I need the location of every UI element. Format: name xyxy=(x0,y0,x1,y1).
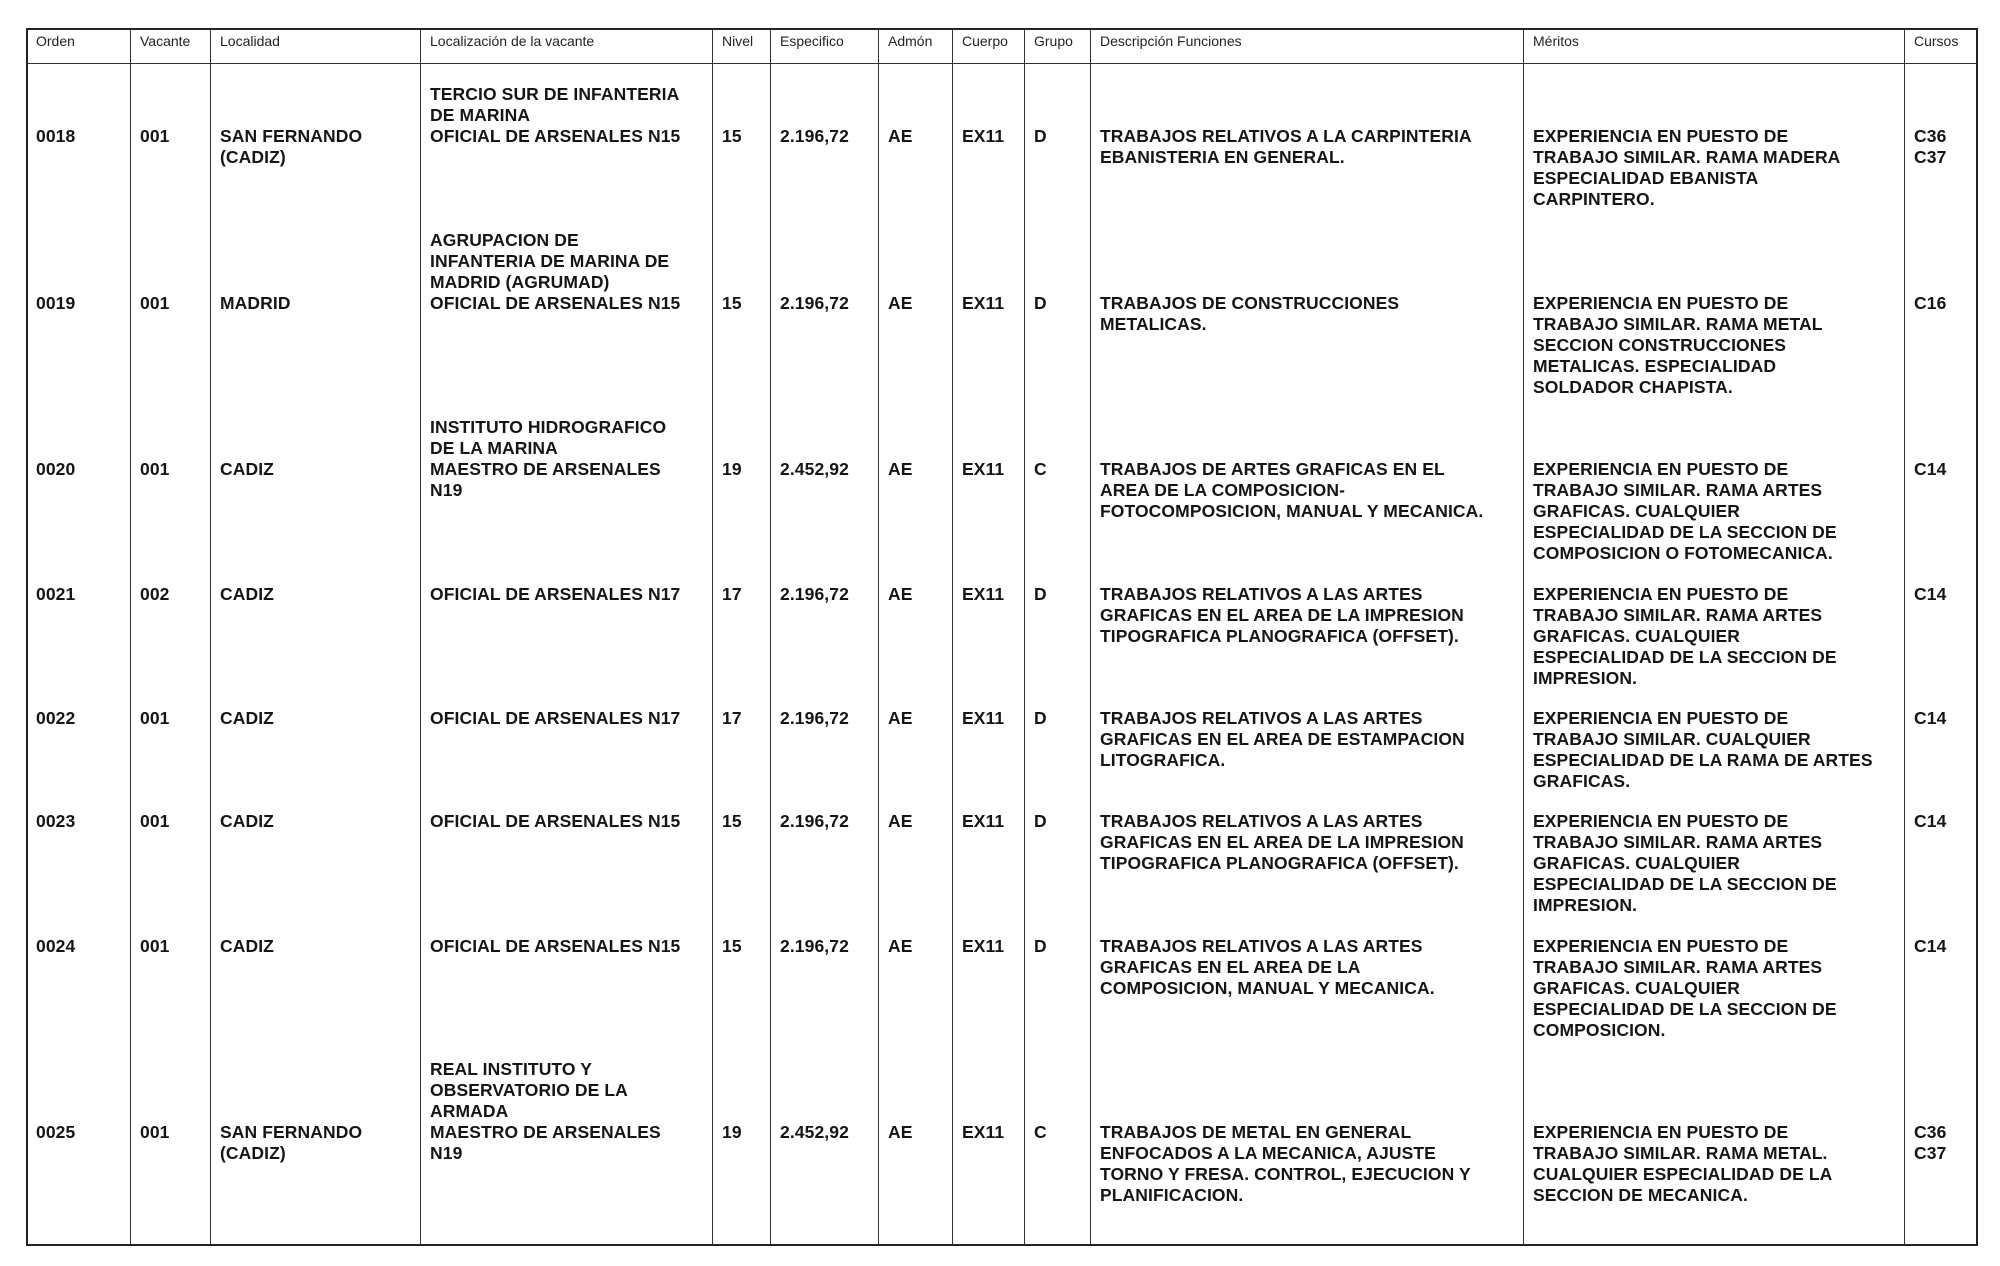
cell-vacante: 001 xyxy=(140,811,170,831)
cell-descripcion: TRABAJOS DE ARTES GRAFICAS EN EL AREA DE LA COMPOSICION- FOTOCOMPOSICION, MANUAL Y MECANICA. xyxy=(1100,459,1484,521)
cell-grupo: D xyxy=(1034,584,1047,604)
cell-admon: AE xyxy=(888,459,913,479)
cell-admon: AE xyxy=(888,708,913,728)
header-divider xyxy=(28,63,1976,64)
column-divider-descripcion xyxy=(1090,30,1091,1244)
cell-orden: 0022 xyxy=(36,708,76,728)
cell-vacante: 001 xyxy=(140,293,170,313)
cell-localizacion: AGRUPACION DE INFANTERIA DE MARINA DE MADRID (AGRUMAD) OFICIAL DE ARSENALES N15 xyxy=(430,230,681,313)
cell-meritos: EXPERIENCIA EN PUESTO DE TRABAJO SIMILAR. RAMA METAL. CUALQUIER ESPECIALIDAD DE LA SECCION DE MECANICA. xyxy=(1533,1122,1833,1205)
cell-cuerpo: EX11 xyxy=(962,708,1005,728)
cell-orden: 0019 xyxy=(36,293,76,313)
cell-grupo: D xyxy=(1034,811,1047,831)
cell-descripcion: TRABAJOS RELATIVOS A LAS ARTES GRAFICAS EN EL AREA DE ESTAMPACION LITOGRAFICA. xyxy=(1100,708,1465,770)
cell-especifico: 2.452,92 xyxy=(780,1122,849,1142)
cell-cuerpo: EX11 xyxy=(962,1122,1005,1142)
cell-orden: 0020 xyxy=(36,459,76,479)
cell-especifico: 2.196,72 xyxy=(780,584,849,604)
cell-localidad: SAN FERNANDO (CADIZ) xyxy=(220,1122,363,1163)
cell-nivel: 19 xyxy=(722,1122,742,1142)
header-vacante: Vacante xyxy=(140,33,191,49)
cell-nivel: 15 xyxy=(722,811,742,831)
cell-grupo: D xyxy=(1034,293,1047,313)
cell-orden: 0024 xyxy=(36,936,76,956)
cell-cursos: C36 C37 xyxy=(1914,1122,1947,1163)
header-cursos: Cursos xyxy=(1914,33,1959,49)
cell-cursos: C14 xyxy=(1914,459,1947,479)
cell-nivel: 17 xyxy=(722,584,742,604)
cell-especifico: 2.196,72 xyxy=(780,126,849,146)
cell-admon: AE xyxy=(888,811,913,831)
cell-descripcion: TRABAJOS RELATIVOS A LAS ARTES GRAFICAS EN EL AREA DE LA IMPRESION TIPOGRAFICA PLANOGRAFICA (OFFSET). xyxy=(1100,584,1464,646)
header-orden: Orden xyxy=(36,33,75,49)
cell-grupo: D xyxy=(1034,936,1047,956)
header-descripcion: Descripción Funciones xyxy=(1100,33,1242,49)
header-cuerpo: Cuerpo xyxy=(962,33,1008,49)
column-divider-localizacion xyxy=(420,30,421,1244)
column-divider-admon xyxy=(878,30,879,1244)
cell-vacante: 001 xyxy=(140,1122,170,1142)
cell-especifico: 2.452,92 xyxy=(780,459,849,479)
cell-nivel: 15 xyxy=(722,126,742,146)
cell-localizacion: TERCIO SUR DE INFANTERIA DE MARINA OFICIAL DE ARSENALES N15 xyxy=(430,84,681,146)
header-especifico: Especifico xyxy=(780,33,844,49)
cell-descripcion: TRABAJOS DE METAL EN GENERAL ENFOCADOS A LA MECANICA, AJUSTE TORNO Y FRESA. CONTROL, EJECUCION Y PLANIFICACION. xyxy=(1100,1122,1471,1205)
cell-cursos: C14 xyxy=(1914,708,1947,728)
header-meritos: Méritos xyxy=(1533,33,1579,49)
cell-localizacion: REAL INSTITUTO Y OBSERVATORIO DE LA ARMADA MAESTRO DE ARSENALES N19 xyxy=(430,1059,661,1163)
cell-localidad: CADIZ xyxy=(220,459,274,479)
cell-especifico: 2.196,72 xyxy=(780,708,849,728)
cell-meritos: EXPERIENCIA EN PUESTO DE TRABAJO SIMILAR. RAMA ARTES GRAFICAS. CUALQUIER ESPECIALIDAD DE LA SECCION DE COMPOSICION. xyxy=(1533,936,1837,1040)
cell-admon: AE xyxy=(888,293,913,313)
cell-nivel: 15 xyxy=(722,293,742,313)
cell-vacante: 001 xyxy=(140,936,170,956)
cell-vacante: 001 xyxy=(140,459,170,479)
cell-localidad: CADIZ xyxy=(220,708,274,728)
cell-nivel: 17 xyxy=(722,708,742,728)
cell-localizacion: INSTITUTO HIDROGRAFICO DE LA MARINA MAESTRO DE ARSENALES N19 xyxy=(430,417,667,500)
cell-cuerpo: EX11 xyxy=(962,293,1005,313)
cell-admon: AE xyxy=(888,126,913,146)
column-divider-cuerpo xyxy=(952,30,953,1244)
cell-localidad: SAN FERNANDO (CADIZ) xyxy=(220,126,363,167)
header-nivel: Nivel xyxy=(722,33,754,49)
cell-cursos: C14 xyxy=(1914,811,1947,831)
cell-cursos: C14 xyxy=(1914,936,1947,956)
cell-localidad: CADIZ xyxy=(220,811,274,831)
cell-nivel: 15 xyxy=(722,936,742,956)
cell-cuerpo: EX11 xyxy=(962,811,1005,831)
cell-cuerpo: EX11 xyxy=(962,459,1005,479)
cell-cursos: C16 xyxy=(1914,293,1947,313)
cell-meritos: EXPERIENCIA EN PUESTO DE TRABAJO SIMILAR. RAMA ARTES GRAFICAS. CUALQUIER ESPECIALIDAD DE LA SECCION DE IMPRESION. xyxy=(1533,811,1837,915)
cell-orden: 0025 xyxy=(36,1122,76,1142)
header-localizacion: Localización de la vacante xyxy=(430,33,595,49)
cell-grupo: D xyxy=(1034,708,1047,728)
cell-cuerpo: EX11 xyxy=(962,584,1005,604)
cell-admon: AE xyxy=(888,1122,913,1142)
cell-localizacion: OFICIAL DE ARSENALES N15 xyxy=(430,811,681,831)
cell-admon: AE xyxy=(888,584,913,604)
cell-descripcion: TRABAJOS RELATIVOS A LA CARPINTERIA EBANISTERIA EN GENERAL. xyxy=(1100,126,1472,167)
cell-localidad: CADIZ xyxy=(220,584,274,604)
cell-cuerpo: EX11 xyxy=(962,126,1005,146)
cell-descripcion: TRABAJOS DE CONSTRUCCIONES METALICAS. xyxy=(1100,293,1400,334)
cell-especifico: 2.196,72 xyxy=(780,811,849,831)
header-grupo: Grupo xyxy=(1034,33,1073,49)
cell-cuerpo: EX11 xyxy=(962,936,1005,956)
cell-meritos: EXPERIENCIA EN PUESTO DE TRABAJO SIMILAR. CUALQUIER ESPECIALIDAD DE LA RAMA DE ARTES GRAFICAS. xyxy=(1533,708,1873,791)
cell-orden: 0018 xyxy=(36,126,76,146)
cell-vacante: 001 xyxy=(140,126,170,146)
header-localidad: Localidad xyxy=(220,33,280,49)
cell-admon: AE xyxy=(888,936,913,956)
vacancies-table xyxy=(26,28,1978,1246)
cell-meritos: EXPERIENCIA EN PUESTO DE TRABAJO SIMILAR. RAMA METAL SECCION CONSTRUCCIONES METALICAS. ESPECIALIDAD SOLDADOR CHAPISTA. xyxy=(1533,293,1823,397)
cell-meritos: EXPERIENCIA EN PUESTO DE TRABAJO SIMILAR. RAMA MADERA ESPECIALIDAD EBANISTA CARPINTERO. xyxy=(1533,126,1841,209)
cell-localizacion: OFICIAL DE ARSENALES N17 xyxy=(430,708,681,728)
cell-grupo: C xyxy=(1034,1122,1047,1142)
cell-grupo: D xyxy=(1034,126,1047,146)
cell-orden: 0023 xyxy=(36,811,76,831)
column-divider-vacante xyxy=(130,30,131,1244)
cell-vacante: 001 xyxy=(140,708,170,728)
cell-grupo: C xyxy=(1034,459,1047,479)
cell-descripcion: TRABAJOS RELATIVOS A LAS ARTES GRAFICAS EN EL AREA DE LA IMPRESION TIPOGRAFICA PLANOGRAFICA (OFFSET). xyxy=(1100,811,1464,873)
cell-vacante: 002 xyxy=(140,584,170,604)
cell-meritos: EXPERIENCIA EN PUESTO DE TRABAJO SIMILAR. RAMA ARTES GRAFICAS. CUALQUIER ESPECIALIDAD DE LA SECCION DE IMPRESION. xyxy=(1533,584,1837,688)
cell-cursos: C36 C37 xyxy=(1914,126,1947,167)
cell-localidad: MADRID xyxy=(220,293,291,313)
cell-orden: 0021 xyxy=(36,584,76,604)
cell-meritos: EXPERIENCIA EN PUESTO DE TRABAJO SIMILAR. RAMA ARTES GRAFICAS. CUALQUIER ESPECIALIDAD DE LA SECCION DE COMPOSICION O FOTOMECANICA. xyxy=(1533,459,1837,563)
cell-localizacion: OFICIAL DE ARSENALES N15 xyxy=(430,936,681,956)
cell-descripcion: TRABAJOS RELATIVOS A LAS ARTES GRAFICAS EN EL AREA DE LA COMPOSICION, MANUAL Y MECANICA. xyxy=(1100,936,1435,998)
column-divider-especifico xyxy=(770,30,771,1244)
cell-localidad: CADIZ xyxy=(220,936,274,956)
cell-especifico: 2.196,72 xyxy=(780,293,849,313)
cell-especifico: 2.196,72 xyxy=(780,936,849,956)
cell-localizacion: OFICIAL DE ARSENALES N17 xyxy=(430,584,681,604)
column-divider-grupo xyxy=(1024,30,1025,1244)
cell-nivel: 19 xyxy=(722,459,742,479)
header-admon: Admón xyxy=(888,33,933,49)
cell-cursos: C14 xyxy=(1914,584,1947,604)
column-divider-localidad xyxy=(210,30,211,1244)
